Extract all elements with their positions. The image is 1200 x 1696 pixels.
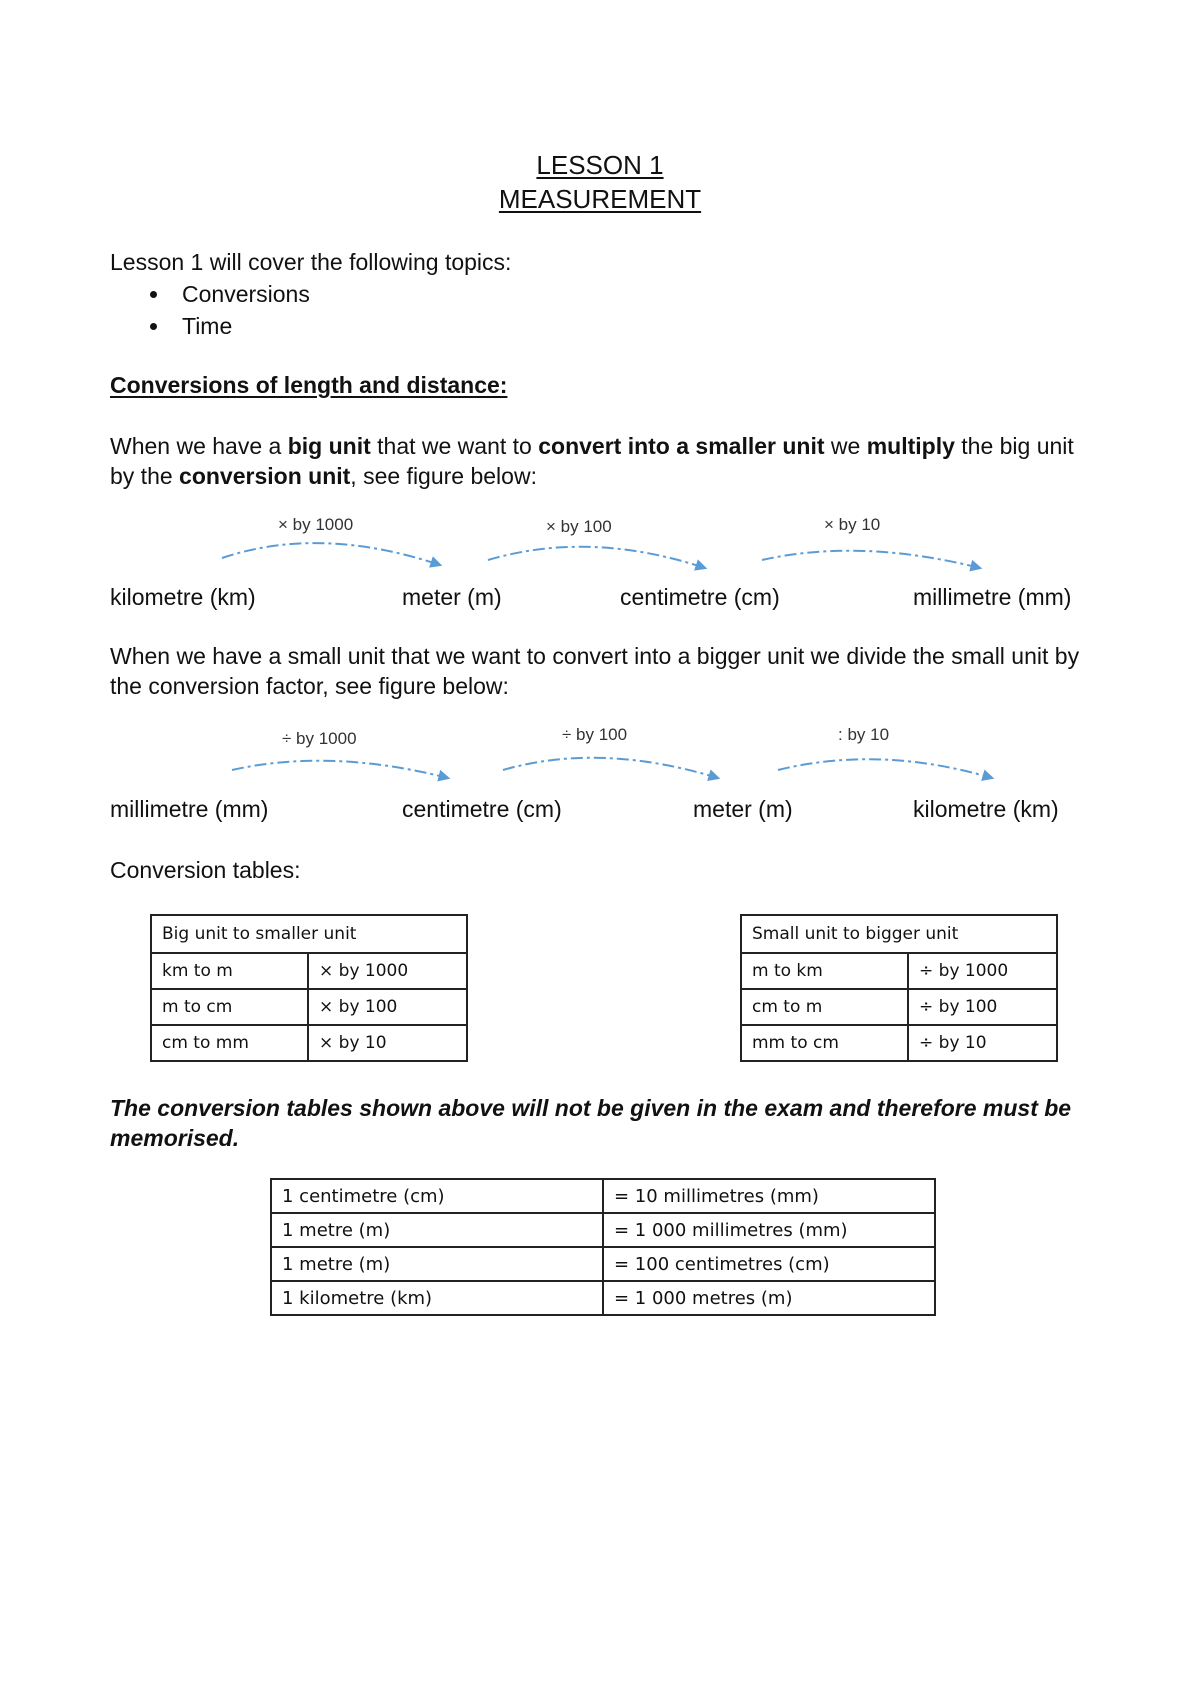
arrow-km-to-m xyxy=(222,543,440,565)
arrow-m-to-cm xyxy=(488,547,705,568)
table-cell: m to cm xyxy=(151,989,308,1025)
table-cell: cm to mm xyxy=(151,1025,308,1061)
arrow-label: × by 1000 xyxy=(278,515,354,534)
table-row xyxy=(741,953,1057,989)
table-big-to-small xyxy=(150,914,468,1062)
table-cell: × by 10 xyxy=(308,1025,467,1061)
table-cell: ÷ by 100 xyxy=(908,989,1057,1025)
lesson-subtitle: MEASUREMENT xyxy=(498,184,702,214)
small-to-big-paragraph: When we have a small unit that we want to convert into a bigger unit we divide the small unit by the conversion factor, see figure below: xyxy=(110,643,1080,699)
table-cell: = 1 000 metres (m) xyxy=(603,1281,935,1315)
table-header: Small unit to bigger unit xyxy=(741,915,1057,953)
unit-label: centimetre (cm) xyxy=(620,584,780,610)
arrow-label: × by 10 xyxy=(824,515,881,534)
table-row xyxy=(741,989,1057,1025)
tables-heading: Conversion tables: xyxy=(110,857,301,883)
table-cell: 1 kilometre (km) xyxy=(271,1281,603,1315)
table-small-to-big xyxy=(740,914,1058,1062)
arrow-mm-to-cm xyxy=(232,761,448,778)
unit-label: kilometre (km) xyxy=(110,584,256,610)
table-header: Big unit to smaller unit xyxy=(151,915,467,953)
arrow-cm-to-m xyxy=(503,758,718,778)
table-cell: m to km xyxy=(741,953,908,989)
topic-item: Time xyxy=(140,310,310,342)
table-row xyxy=(271,1281,935,1315)
table-cell: 1 metre (m) xyxy=(271,1213,603,1247)
arrow-label: × by 100 xyxy=(546,517,612,536)
equivalents-table xyxy=(270,1178,936,1316)
big-to-small-paragraph: When we have a big unit that we want to convert into a smaller unit we multiply the big unit by the conversion unit, see figure below: xyxy=(110,433,1074,489)
table-cell: mm to cm xyxy=(741,1025,908,1061)
arrow-m-to-km xyxy=(778,759,992,778)
table-row xyxy=(151,989,467,1025)
table-cell: ÷ by 1000 xyxy=(908,953,1057,989)
arrow-cm-to-mm xyxy=(762,551,980,568)
table-cell: 1 metre (m) xyxy=(271,1247,603,1281)
exam-note: The conversion tables shown above will not be given in the exam and therefore must be memorised. xyxy=(110,1095,1072,1151)
table-row xyxy=(151,1025,467,1061)
topic-item: Conversions xyxy=(140,278,310,310)
unit-label: kilometre (km) xyxy=(913,796,1059,822)
unit-label: meter (m) xyxy=(402,584,502,610)
table-row xyxy=(151,953,467,989)
unit-label: millimetre (mm) xyxy=(913,584,1072,610)
unit-label: millimetre (mm) xyxy=(110,796,269,822)
table-cell: cm to m xyxy=(741,989,908,1025)
lesson-title: LESSON 1 xyxy=(536,150,664,180)
arrow-label: : by 10 xyxy=(838,725,890,744)
arrow-label: ÷ by 100 xyxy=(562,725,628,744)
unit-label: centimetre (cm) xyxy=(402,796,562,822)
table-cell: ÷ by 10 xyxy=(908,1025,1057,1061)
table-cell: = 1 000 millimetres (mm) xyxy=(603,1213,935,1247)
table-cell: × by 1000 xyxy=(308,953,467,989)
table-cell: 1 centimetre (cm) xyxy=(271,1179,603,1213)
section-heading: Conversions of length and distance: xyxy=(110,372,508,398)
table-cell: = 10 millimetres (mm) xyxy=(603,1179,935,1213)
table-row xyxy=(271,1179,935,1213)
intro-text: Lesson 1 will cover the following topics: xyxy=(110,249,512,275)
table-row xyxy=(271,1247,935,1281)
table-cell: km to m xyxy=(151,953,308,989)
table-cell: = 100 centimetres (cm) xyxy=(603,1247,935,1281)
table-row xyxy=(741,1025,1057,1061)
unit-label: meter (m) xyxy=(693,796,793,822)
arrow-label: ÷ by 1000 xyxy=(282,729,357,748)
table-row xyxy=(271,1213,935,1247)
table-cell: × by 100 xyxy=(308,989,467,1025)
